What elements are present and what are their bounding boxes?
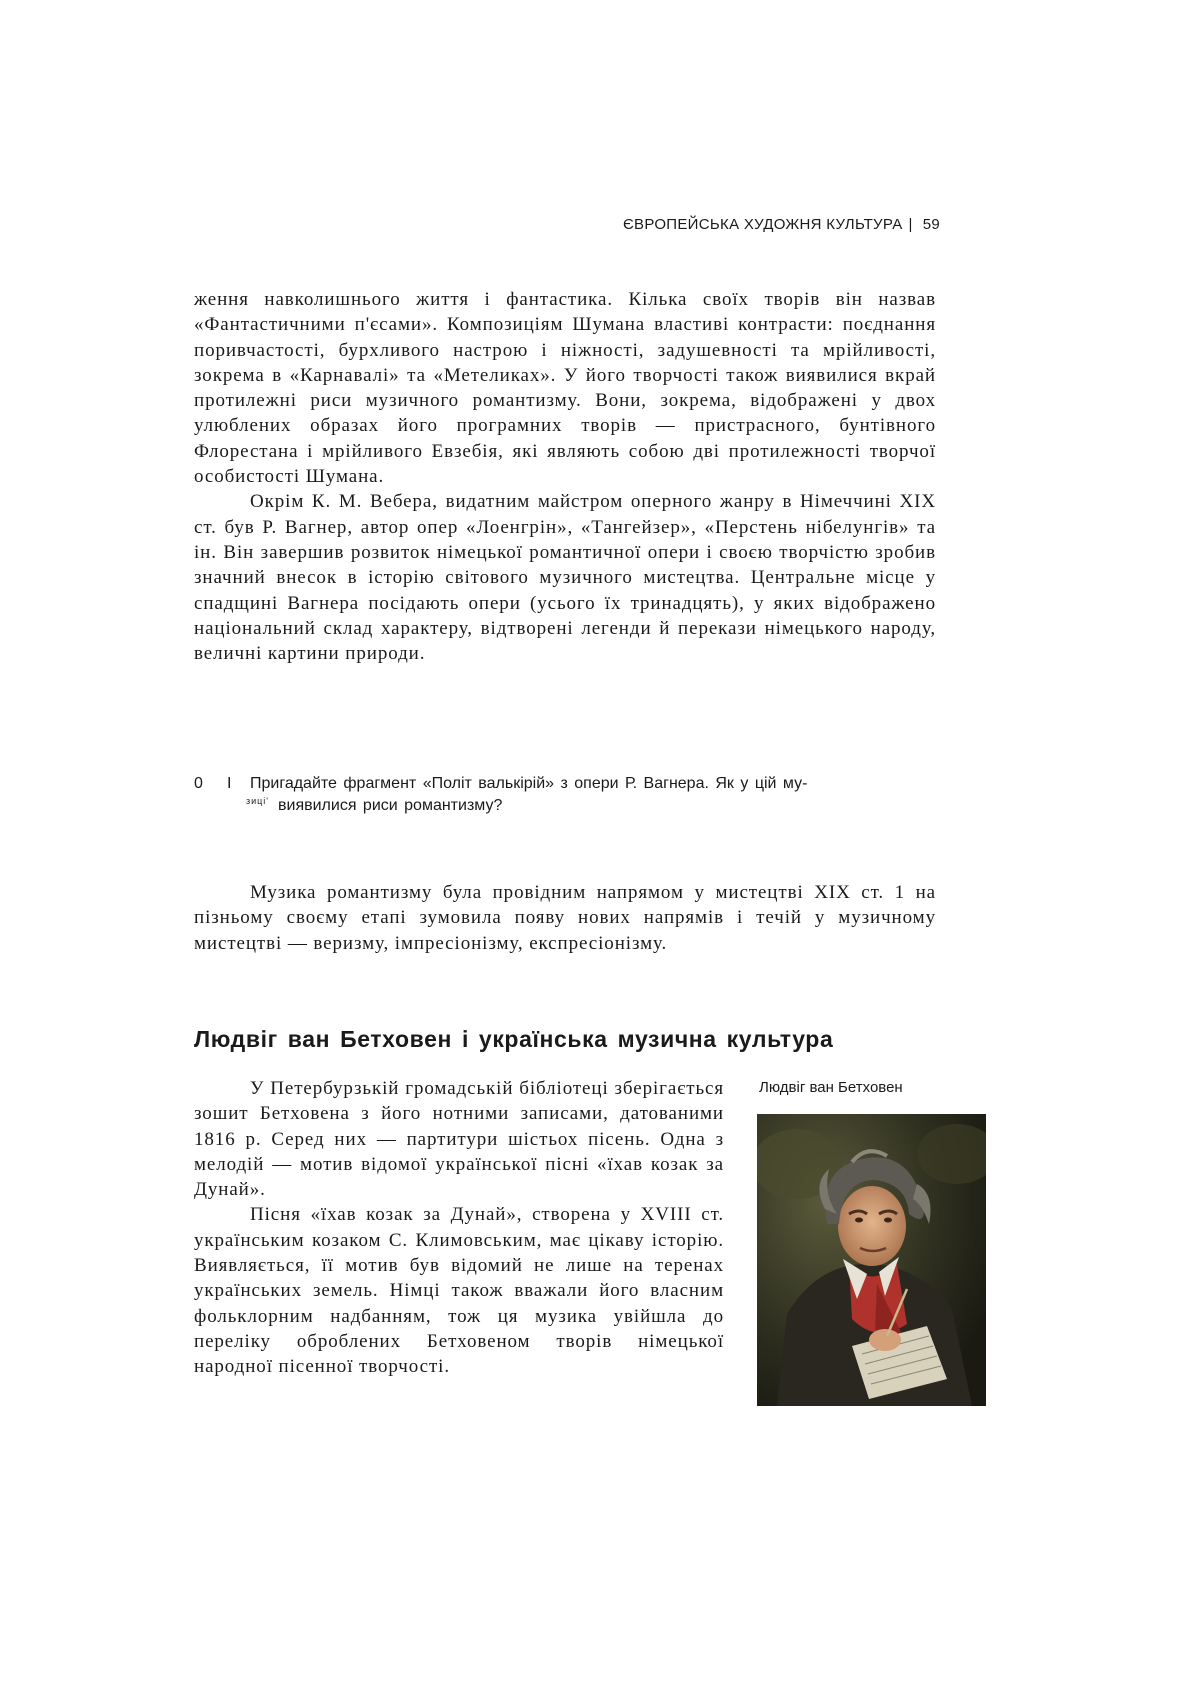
question-marker: 0	[194, 775, 203, 792]
page-number: 59	[922, 216, 940, 233]
portrait-illustration	[757, 1114, 986, 1406]
paragraph-song-history: Пісня «їхав козак за Дунай», створена у XVIII ст. українським козаком С. Климовським, має цікаву історію. Виявляється, її мотив був відомий не лише на теренах українських земель. Німці також вважали його власним фольклорним надбанням, тож ця музика увійшла до переліку оброблених Бетховеном творів німецької народної пісенної творчості.	[194, 1204, 724, 1378]
text-block-beethoven	[194, 1076, 724, 1380]
text-block-schumann-wagner	[194, 287, 936, 666]
running-head-separator: |	[908, 216, 913, 233]
beethoven-portrait	[757, 1114, 986, 1406]
question-line-1: Пригадайте фрагмент «Політ валькірій» з опери Р. Вагнера. Як у цій му-	[250, 775, 808, 792]
text-block-romanticism	[194, 880, 936, 956]
section-title: Людвіг ван Бетховен і українська музична культура	[194, 1026, 834, 1052]
question-fragment: зиці'	[246, 796, 270, 806]
paragraph-wagner: Окрім К. М. Вебера, видатним майстром оперного жанру в Німеччині XIX ст. був Р. Вагнер, автор опер «Лоенгрін», «Тангейзер», «Перстень нібелунгів» та ін. Він завершив розвиток німецької романтичної опери і своєю творчістю зробив значний внесок в історію світового музичного мистецтва. Центральне місце у спадщині Вагнера посідають опери (усього їх тринадцять), у яких відображено національний склад характеру, відтворені легенди й перекази німецького народу, величні картини природи.	[194, 491, 936, 665]
question-line-2: виявилися риси романтизму?	[278, 797, 503, 814]
figure-caption: Людвіг ван Бетховен	[759, 1079, 903, 1096]
paragraph-romanticism: Музика романтизму була провідним напрямом у мистецтві XIX ст. 1 на пізньому своєму етапі зумовила появу нових напрямів і течій у музичному мистецтві — веризму, імпресіонізму, експресіонізму.	[194, 882, 936, 954]
running-head	[623, 216, 940, 233]
question-bar: I	[227, 775, 232, 792]
paragraph-schumann: ження навколишнього життя і фантастика. Кілька своїх творів він назвав «Фантастичними п'єсами». Композиціям Шумана властиві контрасти: поєднання поривчастості, бурхливого настрою і ніжності, задушевності та мрійливості, зокрема в «Карнавалі» та «Метеликах». У його творчості також виявилися вкрай протилежні риси музичного романтизму. Вони, зокрема, відображені у двох улюблених образах його програмних творів — пристрасного, бунтівного Флорестана і мрійливого Евзебія, які являють собою дві протилежності творчої особистості Шумана.	[194, 289, 936, 488]
running-head-title: ЄВРОПЕЙСЬКА ХУДОЖНЯ КУЛЬТУРА	[622, 216, 903, 233]
paragraph-beethoven-notebook: У Петербурзькій громадській бібліотеці зберігається зошит Бетховена з його нотними записами, датованими 1816 р. Серед них — партитури шістьох пісень. Одна з мелодій — мотив відомої української пісні «їхав козак за Дунай».	[194, 1078, 724, 1201]
